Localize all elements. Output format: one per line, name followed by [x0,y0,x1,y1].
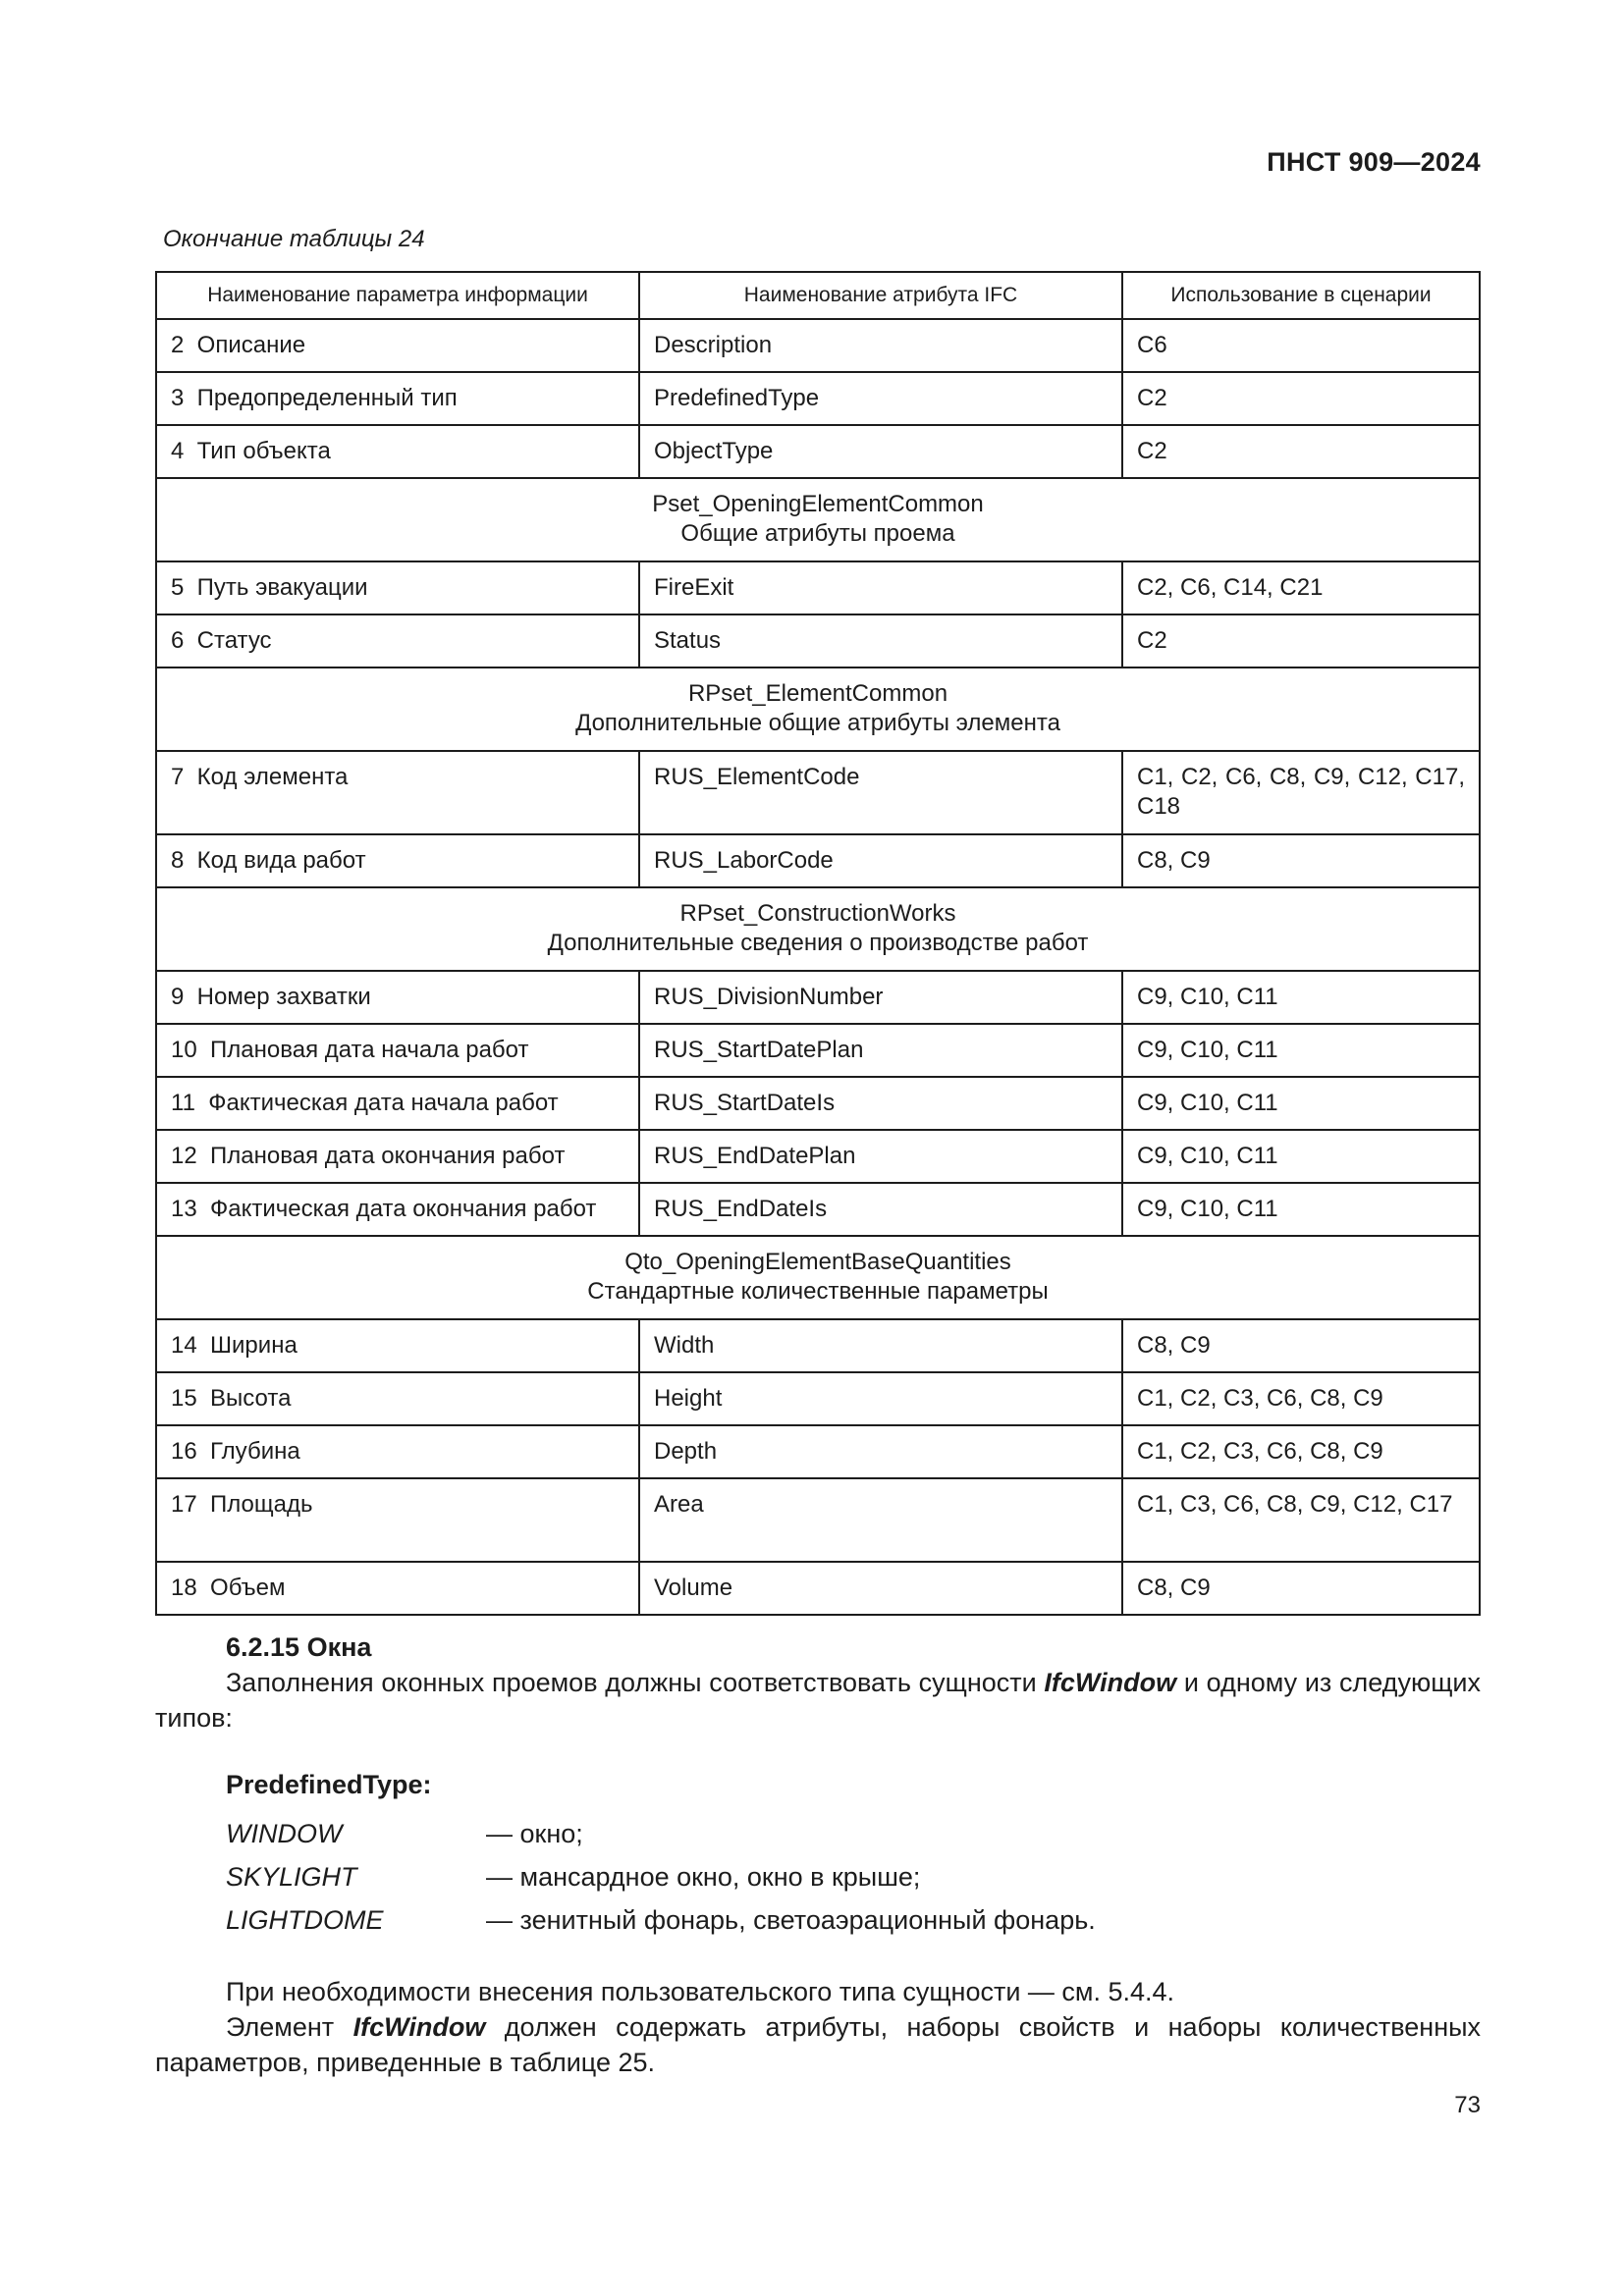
parameter-cell: 10 Плановая дата начала работ [156,1024,639,1077]
ifc-attribute-cell: Depth [639,1425,1122,1478]
scenario-usage-cell: С1, С2, С6, С8, С9, С12, С17, С18 [1122,751,1480,834]
paragraph-text: При необходимости внесения пользовательского типа сущности — см. 5.4.4. [226,1977,1175,2006]
scenario-usage-cell: С9, С10, С11 [1122,1077,1480,1130]
ifc-attribute-cell: Height [639,1372,1122,1425]
table-group-row [156,478,1480,561]
table-row [156,372,1480,425]
property-set-description: Общие атрибуты проема [680,520,955,547]
property-set-description: Стандартные количественные параметры [587,1278,1049,1305]
table-row [156,1478,1480,1562]
scenario-usage-cell: С2 [1122,425,1480,478]
parameter-cell: 12 Плановая дата окончания работ [156,1130,639,1183]
scenario-usage-cell: С2, С6, С14, С21 [1122,561,1480,614]
table-group-row [156,667,1480,751]
scenario-usage-cell: С6 [1122,319,1480,372]
type-name: WINDOW [226,1819,343,1848]
column-header-parameter: Наименование параметра информации [156,272,639,319]
predefined-type-item [226,1855,1096,1898]
parameter-cell: 9 Номер захватки [156,971,639,1024]
parameter-cell: 18 Объем [156,1562,639,1615]
ifc-attribute-cell: Status [639,614,1122,667]
paragraph-window-entity [155,1665,1481,1735]
paragraph-text: Элемент [226,2012,353,2042]
table-group-row [156,1236,1480,1319]
table-row [156,751,1480,834]
scenario-usage-cell: С1, С3, С6, С8, С9, С12, С17 [1122,1478,1480,1562]
scenario-usage-cell: С9, С10, С11 [1122,1024,1480,1077]
predefined-type-list [226,1812,1096,1942]
predefined-type-item [226,1812,1096,1855]
entity-name: IfcWindow [1044,1668,1177,1697]
property-set-description: Дополнительные общие атрибуты элемента [575,710,1060,736]
parameter-cell: 2 Описание [156,319,639,372]
parameter-cell: 15 Высота [156,1372,639,1425]
scenario-usage-cell: С8, С9 [1122,834,1480,887]
ifc-attribute-cell: RUS_EndDateIs [639,1183,1122,1236]
scenario-usage-cell: С9, С10, С11 [1122,1130,1480,1183]
predefined-type-item [226,1898,1096,1942]
ifc-attribute-cell: RUS_LaborCode [639,834,1122,887]
ifc-attribute-cell: RUS_DivisionNumber [639,971,1122,1024]
table-row [156,1562,1480,1615]
ifc-attribute-cell: Volume [639,1562,1122,1615]
scenario-usage-cell: С1, С2, С3, С6, С8, С9 [1122,1425,1480,1478]
parameter-cell: 11 Фактическая дата начала работ [156,1077,639,1130]
ifc-attribute-cell: RUS_ElementCode [639,751,1122,834]
ifc-attribute-cell: ObjectType [639,425,1122,478]
scenario-usage-cell: С9, С10, С11 [1122,1183,1480,1236]
scenario-usage-cell: С2 [1122,372,1480,425]
ifc-attribute-cell: FireExit [639,561,1122,614]
parameter-cell: 8 Код вида работ [156,834,639,887]
table-row [156,1077,1480,1130]
document-code: ПНСТ 909—2024 [1267,147,1481,177]
scenario-usage-cell: С1, С2, С3, С6, С8, С9 [1122,1372,1480,1425]
ifc-attribute-cell: RUS_StartDateIs [639,1077,1122,1130]
property-set-description: Дополнительные сведения о производстве работ [547,930,1089,956]
type-name: SKYLIGHT [226,1862,357,1892]
parameter-cell: 6 Статус [156,614,639,667]
parameter-cell: 14 Ширина [156,1319,639,1372]
paragraph-text: Заполнения оконных проемов должны соответствовать сущности [226,1668,1045,1697]
type-description: — окно; [486,1819,583,1848]
paragraph-custom-type [155,1974,1481,2009]
ifc-attribute-cell: RUS_StartDatePlan [639,1024,1122,1077]
parameters-table [155,271,1481,1616]
table-row [156,425,1480,478]
type-name: LIGHTDOME [226,1905,384,1935]
parameter-cell: 7 Код элемента [156,751,639,834]
table-header-row [156,272,1480,319]
group-cell [156,887,1480,971]
scenario-usage-cell: С2 [1122,614,1480,667]
entity-name: IfcWindow [352,2012,486,2042]
table-row [156,1425,1480,1478]
type-description: — зенитный фонарь, светоаэрационный фонарь. [486,1905,1096,1935]
parameter-cell: 13 Фактическая дата окончания работ [156,1183,639,1236]
table-row [156,561,1480,614]
table-row [156,1319,1480,1372]
section-heading: 6.2.15 Окна [226,1632,372,1662]
ifc-attribute-cell: Width [639,1319,1122,1372]
scenario-usage-cell: С8, С9 [1122,1562,1480,1615]
property-set-name: RPset_ConstructionWorks [679,900,956,927]
column-header-scenario-usage: Использование в сценарии [1122,272,1480,319]
paragraph-table-reference [155,2009,1481,2080]
property-set-name: RPset_ElementCommon [687,680,948,707]
group-cell [156,1236,1480,1319]
ifc-attribute-cell: RUS_EndDatePlan [639,1130,1122,1183]
table-group-row [156,887,1480,971]
table-row [156,1024,1480,1077]
table-row [156,1130,1480,1183]
ifc-attribute-cell: Area [639,1478,1122,1562]
parameter-cell: 3 Предопределенный тип [156,372,639,425]
property-set-name: Qto_OpeningElementBaseQuantities [624,1249,1011,1275]
parameter-cell: 4 Тип объекта [156,425,639,478]
ifc-attribute-cell: Description [639,319,1122,372]
table-row [156,319,1480,372]
parameter-cell: 5 Путь эвакуации [156,561,639,614]
ifc-attribute-cell: PredefinedType [639,372,1122,425]
page-number: 73 [1454,2092,1481,2118]
property-set-name: Pset_OpeningElementCommon [652,491,984,517]
table-row [156,1183,1480,1236]
table-row [156,614,1480,667]
group-cell [156,667,1480,751]
column-header-ifc-attribute: Наименование атрибута IFC [639,272,1122,319]
parameter-cell: 16 Глубина [156,1425,639,1478]
parameter-cell: 17 Площадь [156,1478,639,1562]
group-cell [156,478,1480,561]
predefined-type-title: PredefinedType: [226,1770,432,1799]
paragraph-text: и одному из следующих типов: [155,1668,1481,1733]
paragraph-text: должен содержать атрибуты, наборы свойств и наборы количественных параметров, приведенные в таблице 25. [155,2012,1482,2077]
table-row [156,971,1480,1024]
table-row [156,834,1480,887]
scenario-usage-cell: С8, С9 [1122,1319,1480,1372]
type-description: — мансардное окно, окно в крыше; [486,1862,921,1892]
table-caption: Окончание таблицы 24 [163,226,425,252]
scenario-usage-cell: С9, С10, С11 [1122,971,1480,1024]
table-row [156,1372,1480,1425]
table-body [156,319,1480,1615]
